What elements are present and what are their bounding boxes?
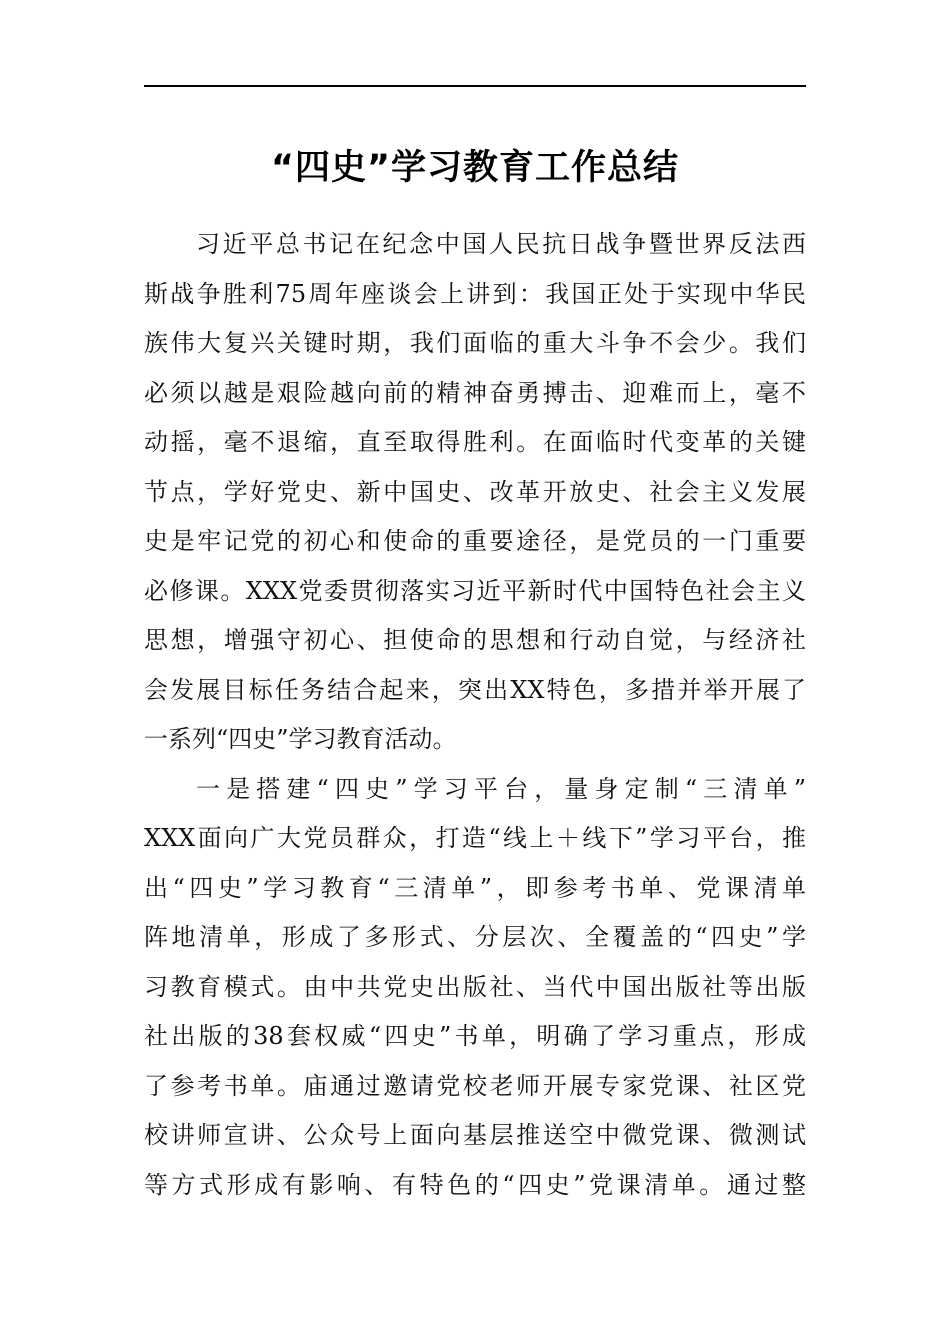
text-line: 动摇，毫不退缩，直至取得胜利。在面临时代变革的关键	[144, 428, 806, 456]
text-line: 校讲师宣讲、公众号上面向基层推送空中微党课、微测试	[144, 1121, 806, 1149]
header-rule	[144, 85, 806, 87]
text-line: 会发展目标任务结合起来，突出XX特色，多措并举开展了	[144, 675, 806, 704]
text-line: 阵地清单，形成了多形式、分层次、全覆盖的“四史”学	[144, 923, 806, 951]
text-line: 一是搭建“四史”学习平台，量身定制“三清单”	[196, 774, 806, 803]
text-line: 社出版的38套权威“四史”书单，明确了学习重点，形成	[144, 1022, 806, 1050]
text-line: 族伟大复兴关键时期，我们面临的重大斗争不会少。我们	[144, 329, 806, 357]
text-line: 了参考书单。庙通过邀请党校老师开展专家党课、社区党	[144, 1071, 806, 1100]
text-line: 思想，增强守初心、担使命的思想和行动自觉，与经济社	[144, 626, 806, 654]
text-line: 等方式形成有影响、有特色的“四史”党课清单。通过整	[144, 1170, 806, 1199]
paragraph-platform	[144, 765, 806, 1211]
text-line: 习教育模式。由中共党史出版社、当代中国出版社等出版	[144, 972, 806, 1001]
text-line: XXX面向广大党员群众，打造“线上＋线下”学习平台，推	[144, 824, 806, 852]
paragraph-intro	[144, 220, 806, 765]
text-line: 必修课。XXX党委贯彻落实习近平新时代中国特色社会主义	[144, 576, 806, 605]
text-line: 一系列“四史”学习教育活动。	[144, 725, 457, 753]
text-line: 出“四史”学习教育“三清单”，即参考书单、党课清单	[144, 873, 806, 902]
text-line: 必须以越是艰险越向前的精神奋勇搏击、迎难而上，毫不	[144, 378, 806, 407]
text-line: 节点，学好党史、新中国史、改革开放史、社会主义发展	[144, 477, 806, 506]
document-title: “四史”学习教育工作总结	[270, 148, 679, 188]
document-body	[144, 220, 806, 1210]
text-line: 史是牢记党的初心和使命的重要途径，是党员的一门重要	[144, 527, 806, 555]
text-line: 斯战争胜利75周年座谈会上讲到：我国正处于实现中华民	[144, 279, 806, 308]
text-line: 习近平总书记在纪念中国人民抗日战争暨世界反法西	[196, 230, 806, 258]
